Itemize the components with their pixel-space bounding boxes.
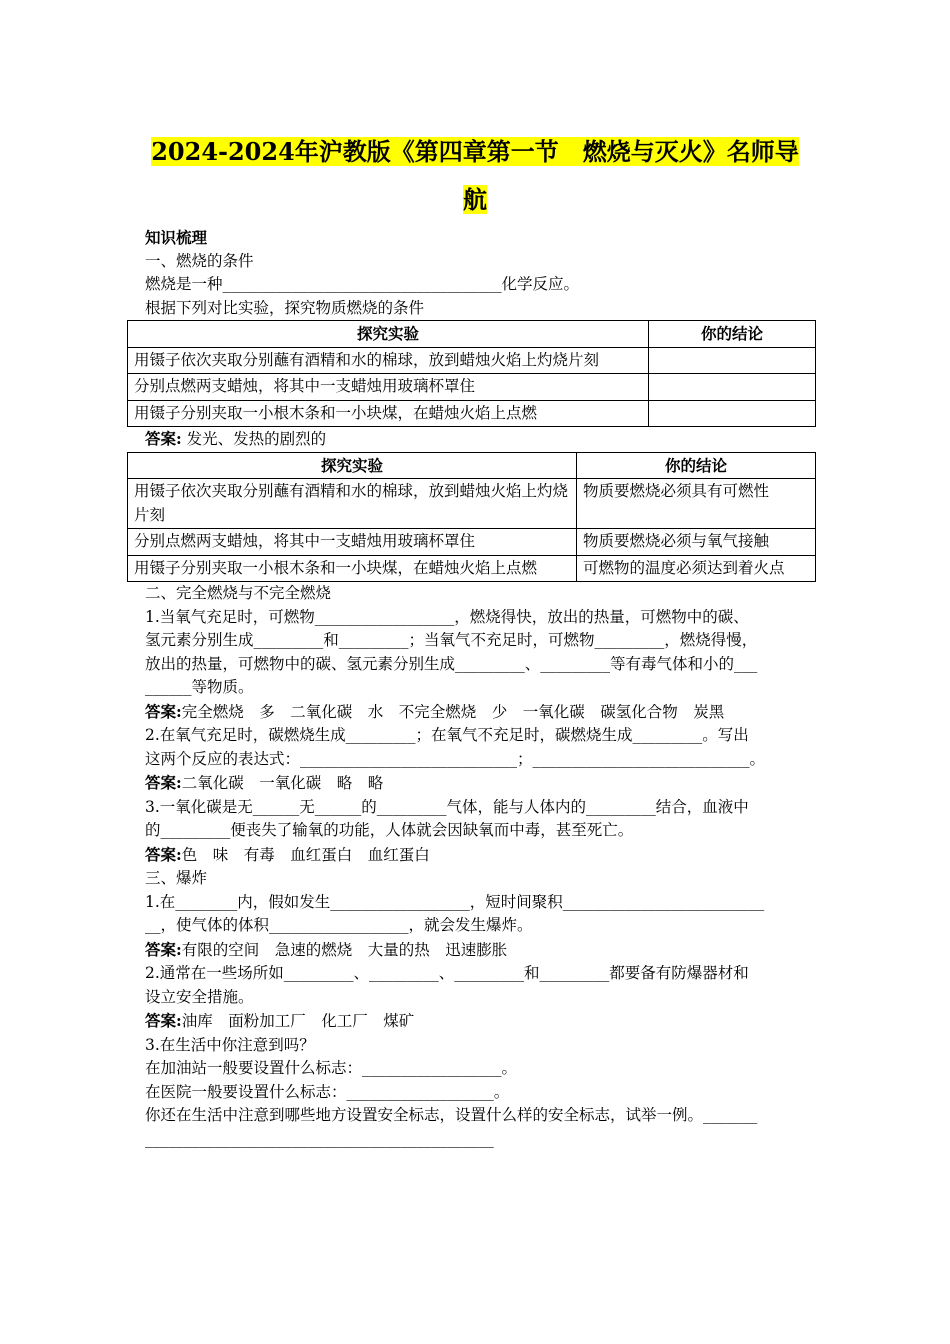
answer-line xyxy=(145,938,808,963)
experiment-table-answers xyxy=(127,452,816,583)
table1-cell: 用镊子分别夹取一小根木条和一小块煤，在蜡烛火焰上点燃 xyxy=(128,400,649,427)
answer-label: 答案: xyxy=(145,844,182,864)
question-line: 3.一氧化碳是无______无______的_________气体，能与人体内的_________结合，血液中 xyxy=(145,797,749,816)
table-row xyxy=(128,529,816,556)
question-line: 放出的热量，可燃物中的碳、氢元素分别生成_________、_________等有毒气体和小的___ xyxy=(145,654,758,673)
table-row xyxy=(128,479,816,529)
doc-title xyxy=(140,132,810,172)
question-line: 2.在氧气充足时，碳燃烧生成_________；在氧气不充足时，碳燃烧生成_________。写出 xyxy=(145,726,749,744)
table2-header-experiment: 探究实验 xyxy=(128,452,577,479)
question-line: 2.通常在一些场所如_________、_________、_________和_________都要备有防爆器材和 xyxy=(145,964,749,982)
section2-title: 二、完全燃烧与不完全燃烧 xyxy=(145,584,332,602)
answer-label: 答案: xyxy=(145,429,182,448)
answer-label: 答案: xyxy=(145,773,182,792)
table-row xyxy=(128,555,816,582)
question-line: 你还在生活中注意到哪些地方设置安全标志，设置什么样的安全标志，试举一例。_______ xyxy=(145,1106,758,1124)
table-row xyxy=(128,347,816,374)
table1-cell-answer[interactable] xyxy=(649,400,816,427)
section1-line2: 根据下列对比实验，探究物质燃烧的条件 xyxy=(145,298,425,317)
question-line: _____________________________________________ xyxy=(145,1129,494,1148)
table1-cell: 分别点燃两支蜡烛，将其中一支蜡烛用玻璃杯罩住 xyxy=(128,374,649,401)
question-line: ______等物质。 xyxy=(145,678,254,696)
table2-cell: 物质要燃烧必须具有可燃性 xyxy=(577,479,816,529)
doc-title-line1: 2024-2024年沪教版《第四章第一节 燃烧与灭火》名师导 xyxy=(151,137,799,166)
question-line: 1.在________内，假如发生__________________，短时间聚积__________________________ xyxy=(145,892,765,911)
question-line: __，使气体的体积__________________，就会发生爆炸。 xyxy=(145,916,533,934)
answer-text: 色 味 有毒 血红蛋白 血红蛋白 xyxy=(181,845,430,864)
answer-line xyxy=(145,843,808,868)
answer-text: 油库 面粉加工厂 化工厂 煤矿 xyxy=(181,1012,415,1030)
answer-line xyxy=(145,427,808,452)
question-line: 这两个反应的表达式：____________________________；____________________________。 xyxy=(145,749,766,768)
table1-cell-answer[interactable] xyxy=(649,374,816,401)
answer-label: 答案: xyxy=(145,1011,182,1030)
table2-cell: 用镊子依次夹取分别蘸有酒精和水的棉球，放到蜡烛火焰上灼烧片刻 xyxy=(128,479,577,529)
table2-header-conclusion: 你的结论 xyxy=(577,452,816,479)
question-line: 1.当氧气充足时，可燃物__________________，燃烧得快，放出的热量，可燃物中的碳、 xyxy=(145,607,749,626)
table2-cell: 可燃物的温度必须达到着火点 xyxy=(577,555,816,582)
experiment-table-blank xyxy=(127,320,816,427)
doc-title-cont xyxy=(140,180,810,220)
answer-line xyxy=(145,700,808,725)
answer-label: 答案: xyxy=(145,701,182,721)
answer-line xyxy=(145,771,808,796)
section3-title: 三、爆炸 xyxy=(145,869,208,887)
table1-header-experiment: 探究实验 xyxy=(128,321,649,348)
question-line: 在加油站一般要设置什么标志：__________________。 xyxy=(145,1059,518,1077)
doc-body xyxy=(134,226,808,1151)
answer-line xyxy=(145,1009,808,1034)
question-line: 在医院一般要设置什么标志：___________________。 xyxy=(145,1082,510,1101)
table-row xyxy=(128,374,816,401)
table2-cell: 物质要燃烧必须与氧气接触 xyxy=(577,529,816,556)
section-heading: 知识梳理 xyxy=(145,228,208,247)
table1-header-conclusion: 你的结论 xyxy=(649,321,816,348)
table1-cell: 用镊子依次夹取分别蘸有酒精和水的棉球，放到蜡烛火焰上灼烧片刻 xyxy=(128,347,649,374)
answer-text: 有限的空间 急速的燃烧 大量的热 迅速膨胀 xyxy=(181,940,508,959)
section1-line1: 燃烧是一种____________________________________化学反应。 xyxy=(145,275,580,293)
answer-label: 答案: xyxy=(145,939,182,959)
table-row xyxy=(128,400,816,427)
answer-text: 完全燃烧 多 二氧化碳 水 不完全燃烧 少 一氧化碳 碳氢化合物 炭黑 xyxy=(181,702,725,721)
table2-cell: 用镊子分别夹取一小根木条和一小块煤，在蜡烛火焰上点燃 xyxy=(128,555,577,582)
section1-title: 一、燃烧的条件 xyxy=(145,251,254,270)
table2-cell: 分别点燃两支蜡烛，将其中一支蜡烛用玻璃杯罩住 xyxy=(128,529,577,556)
question-line: 氢元素分别生成_________和_________；当氧气不充足时，可燃物_________，燃烧得慢， xyxy=(145,631,758,649)
doc-title-line2: 航 xyxy=(463,185,487,214)
question-line: 的_________便丧失了输氧的功能，人体就会因缺氧而中毒，甚至死亡。 xyxy=(145,821,634,839)
answer-text: 发光、发热的剧烈的 xyxy=(186,430,327,448)
question-line: 设立安全措施。 xyxy=(145,987,254,1006)
question-line: 3.在生活中你注意到吗？ xyxy=(145,1035,315,1054)
table1-cell-answer[interactable] xyxy=(649,347,816,374)
answer-text: 二氧化碳 一氧化碳 略 略 xyxy=(181,774,384,792)
